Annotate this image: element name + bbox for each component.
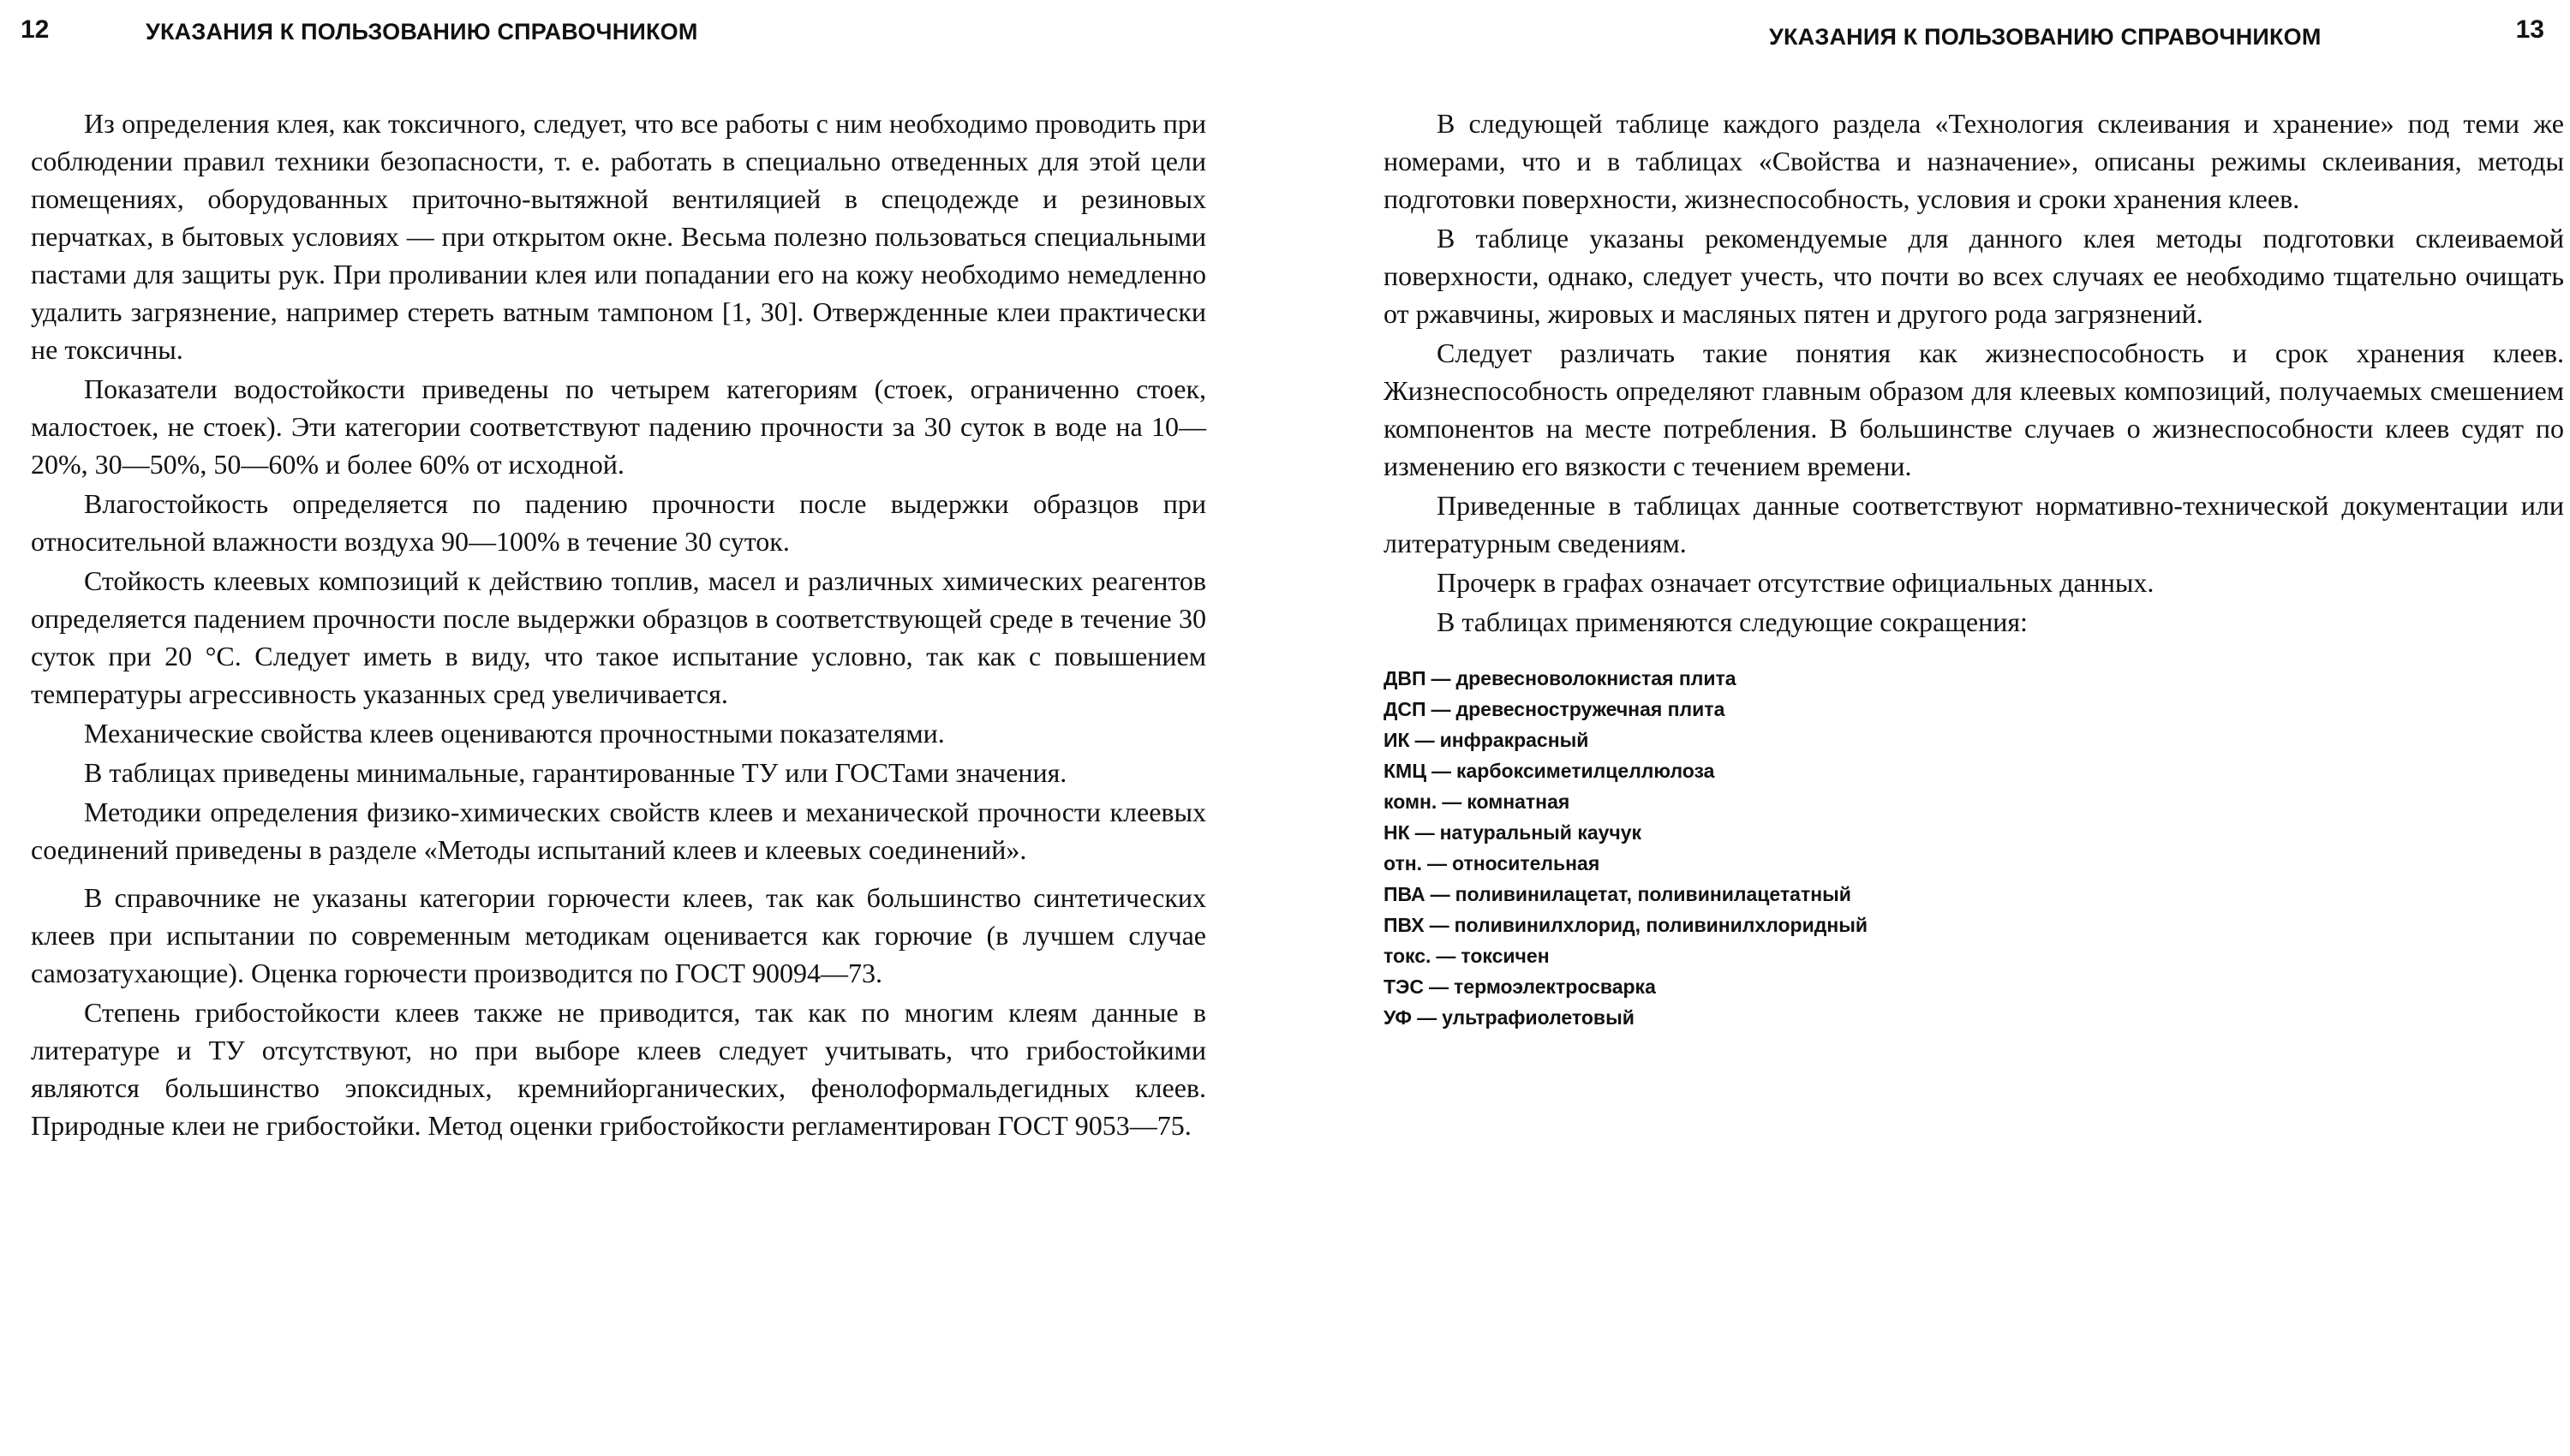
abbreviation-item	[1384, 910, 2564, 940]
abbreviation-key: ДВП	[1384, 667, 1426, 689]
abbreviation-key: ТЭС	[1384, 976, 1425, 998]
left-running-header: УКАЗАНИЯ К ПОЛЬЗОВАНИЮ СПРАВОЧНИКОМ	[146, 19, 698, 45]
abbreviation-value: древесноволокнистая плита	[1455, 667, 1736, 689]
abbreviation-value: инфракрасный	[1439, 729, 1589, 751]
right-paragraph-6: В таблицах применяются следующие сокращения:	[1437, 606, 2028, 637]
right-paragraph-4: Приведенные в таблицах данные соответствуют нормативно-технической документации или литературным сведениям.	[1384, 490, 2564, 558]
abbreviation-dash: —	[1417, 1006, 1437, 1029]
abbreviation-dash: —	[1436, 945, 1456, 967]
right-running-header: УКАЗАНИЯ К ПОЛЬЗОВАНИЮ СПРАВОЧНИКОМ	[1769, 24, 2322, 50]
abbreviation-value: поливинилацетат, поливинилацетатный	[1455, 883, 1851, 905]
abbreviation-dash: —	[1414, 821, 1435, 844]
abbreviation-key: ПВА	[1384, 883, 1425, 905]
left-page-number: 12	[21, 15, 50, 44]
abbreviation-key: КМЦ	[1384, 760, 1426, 782]
abbreviation-dash: —	[1427, 852, 1448, 874]
left-paragraph-3: Влагостойкость определяется по падению прочности после выдержки образцов при относительной влажности воздуха 90—100% в течение 30 суток.	[31, 488, 1206, 557]
abbreviation-item	[1384, 1002, 2564, 1033]
abbreviation-item	[1384, 755, 2564, 786]
left-body-text	[31, 104, 1206, 1146]
left-paragraph-8: В справочнике не указаны категории горючести клеев, так как большинство синтетических клеев при испытании по современным методикам оценивается как горючие (в лучшем случае самозатухающие). Оценка горючести производится по ГОСТ 90094—73.	[31, 882, 1206, 988]
abbreviation-item	[1384, 786, 2564, 817]
left-paragraph-7: Методики определения физико-химических свойств клеев и механической прочности клеевых соединений приведены в разделе «Методы испытаний клеев и клеевых соединений».	[31, 797, 1206, 865]
abbreviation-dash: —	[1442, 791, 1462, 813]
left-paragraph-4: Стойкость клеевых композиций к действию топлив, масел и различных химических реагентов определяется падением прочности после выдержки образцов в соответствующей среде в течение 30 суток при 20 °С. Следует иметь в виду, что такое испытание условно, так как с повышением температуры агрессивность указанных сред увеличивается.	[31, 565, 1206, 709]
abbreviation-item	[1384, 725, 2564, 755]
right-paragraph-1: В следующей таблице каждого раздела «Технология склеивания и хранение» под теми же номерами, что и в таблицах «Свойства и назначение», описаны режимы склеивания, методы подготовки поверхности, жизнеспособность, условия и сроки хранения клеев.	[1384, 108, 2564, 214]
abbreviation-dash: —	[1431, 760, 1451, 782]
left-paragraph-5: Механические свойства клеев оцениваются прочностными показателями.	[84, 718, 945, 749]
abbreviation-dash: —	[1429, 914, 1449, 936]
abbreviation-item	[1384, 940, 2564, 971]
abbreviation-item	[1384, 971, 2564, 1002]
abbreviation-value: древесностружечная плита	[1455, 698, 1725, 720]
right-page	[1285, 0, 2570, 1456]
right-page-number: 13	[2515, 15, 2544, 44]
abbreviation-key: НК	[1384, 821, 1410, 844]
abbreviation-dash: —	[1414, 729, 1435, 751]
abbreviation-key: токс.	[1384, 945, 1431, 967]
right-paragraph-3: Следует различать такие понятия как жизнеспособность и срок хранения клеев. Жизнеспособность определяют главным образом для клеевых композиций, получаемых смешением компонентов на месте потребления. В большинстве случаев о жизнеспособности клеев судят по изменению его вязкости с течением времени.	[1384, 337, 2564, 481]
abbreviation-value: ультрафиолетовый	[1442, 1006, 1635, 1029]
abbreviation-key: ДСП	[1384, 698, 1426, 720]
abbreviation-value: комнатная	[1467, 791, 1570, 813]
abbreviation-value: термоэлектросварка	[1454, 976, 1656, 998]
abbreviation-value: относительная	[1452, 852, 1600, 874]
abbreviation-list	[1384, 663, 2564, 1033]
left-paragraph-6: В таблицах приведены минимальные, гарантированные ТУ или ГОСТами значения.	[84, 757, 1067, 788]
left-paragraph-1: Из определения клея, как токсичного, следует, что все работы с ним необходимо проводить при соблюдении правил техники безопасности, т. е. работать в специально отведенных для этой цели помещениях, оборудованных приточно-вытяжной вентиляцией в спецодежде и резиновых перчатках, в бытовых условиях — при открытом окне. Весьма полезно пользоваться специальными пастами для защиты рук. При проливании клея или попадании его на кожу необходимо немедленно удалить загрязнение, например стереть ватным тампоном [1, 30]. Отвержденные клеи практически не токсичны.	[31, 108, 1206, 365]
abbreviation-dash: —	[1431, 667, 1451, 689]
abbreviation-value: натуральный каучук	[1439, 821, 1642, 844]
abbreviation-key: комн.	[1384, 791, 1437, 813]
abbreviation-key: УФ	[1384, 1006, 1413, 1029]
right-paragraph-5: Прочерк в графах означает отсутствие официальных данных.	[1437, 567, 2155, 598]
abbreviation-value: поливинилхлорид, поливинилхлоридный	[1454, 914, 1868, 936]
left-paragraph-9: Степень грибостойкости клеев также не приводится, так как по многим клеям данные в литературе и ТУ отсутствуют, но при выборе клеев следует учитывать, что грибостойкими являются большинство эпоксидных, кремнийорганических, фенолоформальдегидных клеев. Природные клеи не грибостойки. Метод оценки грибостойкости регламентирован ГОСТ 9053—75.	[31, 997, 1206, 1141]
abbreviation-item	[1384, 879, 2564, 910]
abbreviation-dash: —	[1429, 976, 1449, 998]
right-body-text	[1384, 104, 2564, 1033]
abbreviation-item	[1384, 663, 2564, 694]
left-paragraph-2: Показатели водостойкости приведены по четырем категориям (стоек, ограниченно стоек, малостоек, не стоек). Эти категории соответствуют падению прочности за 30 суток в воде на 10—20%, 30—50%, 50—60% и более 60% от исходной.	[31, 373, 1206, 480]
abbreviation-dash: —	[1431, 698, 1451, 720]
abbreviation-key: ИК	[1384, 729, 1410, 751]
abbreviation-key: отн.	[1384, 852, 1423, 874]
abbreviation-value: токсичен	[1461, 945, 1550, 967]
abbreviation-dash: —	[1430, 883, 1450, 905]
abbreviation-item	[1384, 694, 2564, 725]
right-paragraph-2: В таблице указаны рекомендуемые для данного клея методы подготовки склеиваемой поверхности, однако, следует учесть, что почти во всех случаях ее необходимо тщательно очищать от ржавчины, жировых и масляных пятен и другого рода загрязнений.	[1384, 223, 2564, 329]
abbreviation-item	[1384, 848, 2564, 879]
abbreviation-item	[1384, 817, 2564, 848]
abbreviation-key: ПВХ	[1384, 914, 1425, 936]
abbreviation-value: карбоксиметилцеллюлоза	[1456, 760, 1715, 782]
